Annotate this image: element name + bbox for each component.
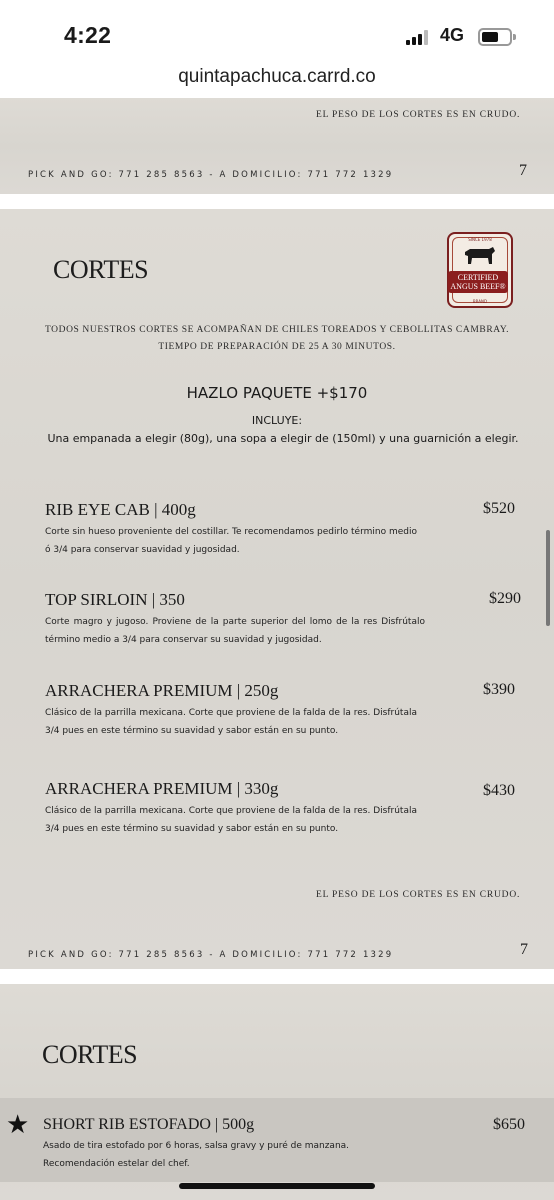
item-description: Corte magro y jugoso. Proviene de la parte superior del lomo de la res Disfrútalo término medio a 3/4 para conservar su suavidad y jugosidad. — [45, 617, 425, 645]
section-title: CORTES — [42, 1040, 138, 1069]
item-description: Asado de tira estofado por 6 horas, salsa gravy y puré de manzana. Recomendación estelar del chef. — [43, 1141, 350, 1169]
menu-item — [45, 779, 515, 838]
paquete-title: HAZLO PAQUETE +$170 — [186, 384, 368, 402]
scrollbar[interactable] — [546, 530, 550, 626]
item-price: $290 — [489, 590, 521, 607]
incluye-description: Una empanada a elegir (80g), una sopa a elegir de (150ml) y una guarnición a elegir. — [47, 432, 519, 445]
item-description: Corte sin hueso proveniente del costillar. Te recomendamos pedirlo término medio ó 3/4 para conservar suavidad y jugosidad. — [45, 527, 417, 555]
item-name: TOP SIRLOIN | 350 — [45, 590, 185, 609]
section-title: CORTES — [53, 255, 149, 284]
crudo-note: EL PESO DE LOS CORTES ES EN CRUDO. — [316, 110, 521, 120]
status-bar — [0, 0, 554, 62]
item-price: $430 — [483, 782, 515, 799]
home-indicator[interactable] — [179, 1183, 375, 1189]
item-description: Clásico de la parrilla mexicana. Corte que proviene de la falda de la res. Disfrútala 3/4 pues en este término su suavidad y sabor están en su punto. — [45, 708, 417, 736]
crudo-note: EL PESO DE LOS CORTES ES EN CRUDO. — [316, 890, 521, 900]
item-price: $390 — [483, 681, 515, 698]
intro-note-1: TODOS NUESTROS CORTES SE ACOMPAÑAN DE CHILES TOREADOS Y CEBOLLITAS CAMBRAY. — [44, 325, 510, 335]
status-time: 4:22 — [64, 22, 112, 48]
menu-page-previous — [0, 98, 554, 194]
item-name: ARRACHERA PREMIUM | 330g — [45, 779, 279, 798]
signal-icon — [406, 30, 432, 45]
page-number: 7 — [519, 162, 527, 179]
url-bar[interactable]: quintapachuca.carrd.co — [178, 66, 376, 87]
page-number: 7 — [520, 941, 528, 958]
page-footer-contact: PICK AND GO: 771 285 8563 - A DOMICILIO: 771 772 1329 — [28, 170, 394, 180]
incluye-label: INCLUYE: — [251, 414, 303, 427]
certified-angus-beef-logo: SINCE 1978 CERTIFIED ANGUS BEEF® BRAND — [447, 232, 513, 308]
intro-note-2: TIEMPO DE PREPARACIÓN DE 25 A 30 MINUTOS. — [158, 342, 396, 352]
item-name: RIB EYE CAB | 400g — [45, 500, 196, 519]
cow-icon — [462, 244, 498, 268]
item-name: SHORT RIB ESTOFADO | 500g — [43, 1116, 255, 1133]
battery-icon — [478, 28, 512, 46]
item-name: ARRACHERA PREMIUM | 250g — [45, 681, 279, 700]
network-type: 4G — [440, 25, 465, 45]
item-price: $520 — [483, 500, 515, 517]
item-price: $650 — [493, 1116, 525, 1133]
item-description: Clásico de la parrilla mexicana. Corte que proviene de la falda de la res. Disfrútala 3/4 pues en este término su suavidad y sabor están en su punto. — [45, 806, 417, 834]
menu-item — [45, 500, 515, 559]
menu-item — [45, 681, 515, 740]
page-footer-contact: PICK AND GO: 771 285 8563 - A DOMICILIO: 771 772 1329 — [28, 950, 394, 960]
menu-item — [45, 590, 521, 649]
logo-ribbon: CERTIFIED ANGUS BEEF® — [448, 271, 508, 293]
star-icon: ★ — [6, 1110, 30, 1140]
